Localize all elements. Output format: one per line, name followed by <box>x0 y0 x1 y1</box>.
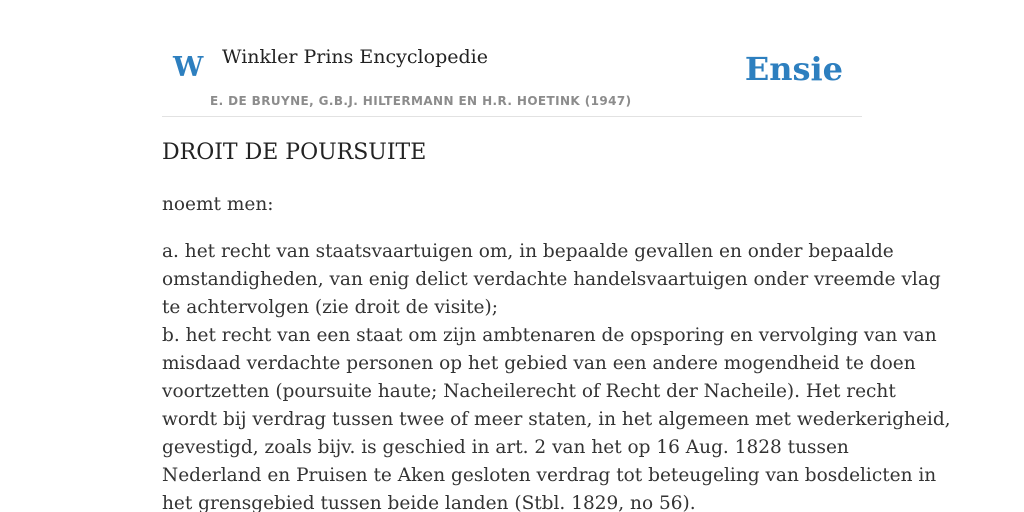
ensie-logo[interactable]: Ensie <box>744 50 843 88</box>
body-line: Nederland en Pruisen te Aken gesloten verdrag tot beteugeling van bosdelicten in <box>162 465 937 486</box>
body-line: gevestigd, zoals bijv. is geschied in art. 2 van het op 16 Aug. 1828 tussen <box>162 437 849 458</box>
entry-content <box>162 191 951 512</box>
body-line: het grensgebied tussen beide landen (Stbl. 1829, no 56). <box>162 493 696 512</box>
body-line: wordt bij verdrag tussen twee of meer staten, in het algemeen met wederkerigheid, <box>162 409 951 430</box>
body-line: b. het recht van een staat om zijn ambtenaren de opsporing en vervolging van van <box>162 325 937 346</box>
body-line: a. het recht van staatsvaartuigen om, in bepaalde gevallen en onder bepaalde <box>162 241 894 262</box>
body-line: misdaad verdachte personen op het gebied van een andere mogendheid te doen <box>162 353 916 374</box>
winkler-prins-logo[interactable]: W <box>173 52 204 83</box>
source-title[interactable]: Winkler Prins Encyclopedie <box>222 46 488 68</box>
body-line: voortzetten (poursuite haute; Nacheilerecht of Recht der Nacheile). Het recht <box>162 381 896 402</box>
body-line: omstandigheden, van enig delict verdachte handelsvaartuigen onder vreemde vlag <box>162 269 941 290</box>
source-authors: E. DE BRUYNE, G.B.J. HILTERMANN EN H.R. HOETINK (1947) <box>210 94 632 108</box>
entry-title: DROIT DE POURSUITE <box>162 140 427 165</box>
entry-intro: noemt men: <box>162 194 274 215</box>
entry-body <box>162 238 951 512</box>
body-line: te achtervolgen (zie droit de visite); <box>162 297 498 318</box>
site-header <box>162 30 862 117</box>
